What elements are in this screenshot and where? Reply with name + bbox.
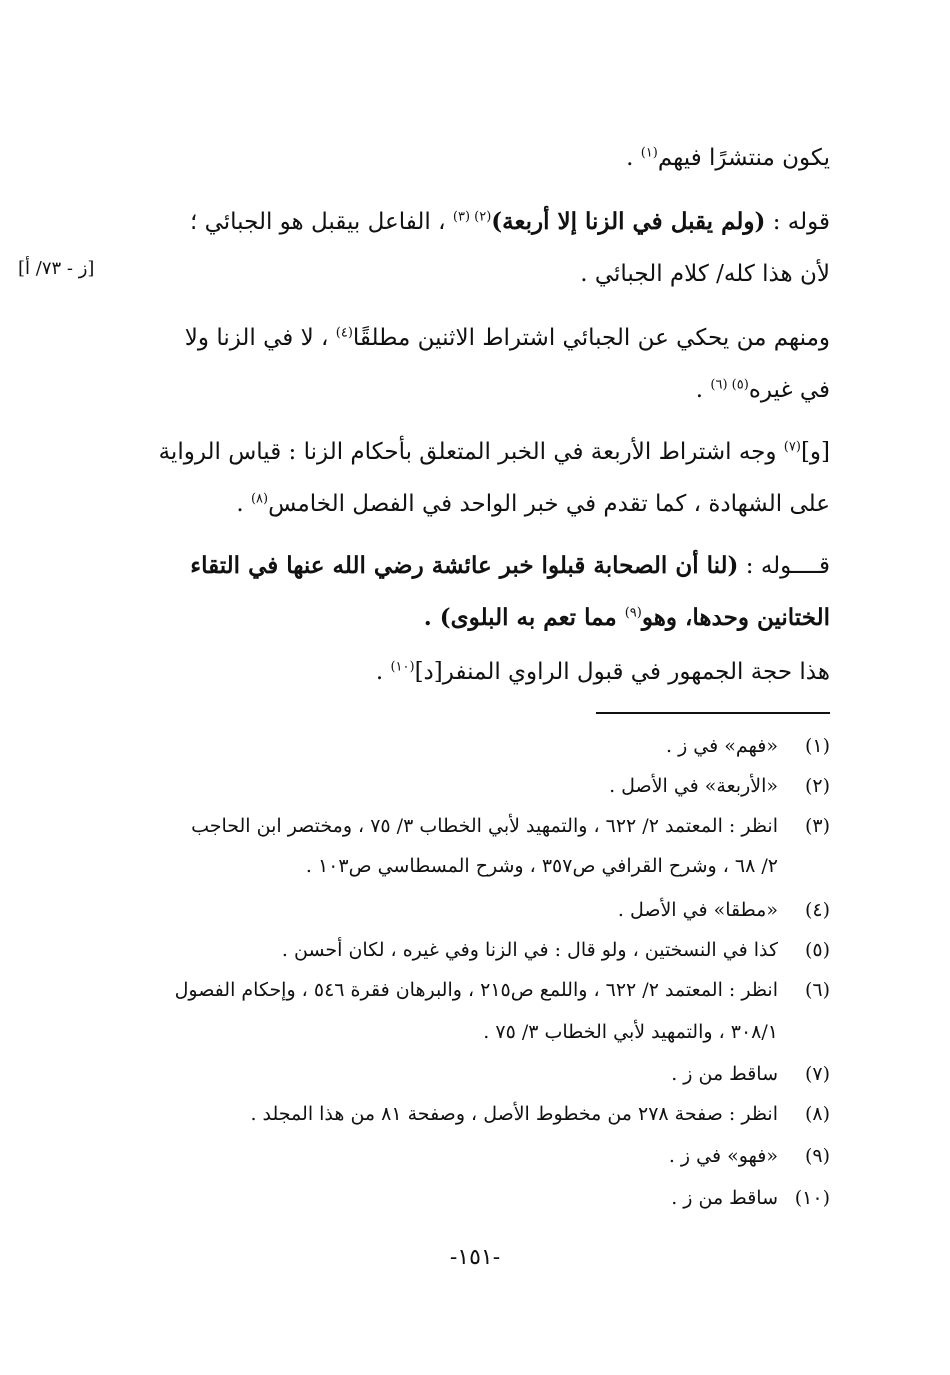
footnote-6 — [118, 970, 830, 1010]
footnote-8 — [118, 1094, 830, 1134]
footnote-text: «فهم» في ز . — [666, 735, 778, 757]
footnote-4 — [118, 890, 830, 930]
body-text: . — [375, 659, 391, 685]
footnote-number: (١) — [804, 735, 830, 757]
footnote-text: ساقط من ز . — [671, 1063, 778, 1085]
footnote-9 — [118, 1136, 830, 1176]
body-line-5 — [118, 368, 830, 412]
footnote-ref: (٩) — [624, 605, 642, 621]
quoted-text: الختانين وحدها، وهو — [641, 604, 830, 631]
body-line-2 — [154, 200, 830, 244]
footnote-number: (٧) — [804, 1063, 830, 1085]
body-text: قــــوله : — [738, 553, 830, 579]
footnote-number: (٢) — [804, 775, 830, 797]
footnote-text: ساقط من ز . — [671, 1187, 778, 1209]
body-text: لأن هذا كله/ كلام الجبائي . — [580, 261, 830, 287]
body-text: ، الفاعل بيقبل هو الجبائي ؛ — [189, 209, 453, 235]
body-line-6 — [154, 430, 830, 474]
body-text: يكون منتشرًا فيهم — [657, 145, 830, 171]
body-text: في غيره — [748, 377, 830, 403]
footnote-ref: (٢) (٣) — [452, 209, 492, 225]
footnote-ref: (٤) — [335, 325, 353, 341]
footnote-text: «مطقا» في الأصل . — [617, 899, 778, 921]
footnote-text: انظر : المعتمد ٢/ ٦٢٢ ، والتمهيد لأبي الخطاب ٣/ ٧٥ ، ومختصر ابن الحاجب — [191, 815, 778, 837]
quoted-text: (ولم يقبل في الزنا إلا أربعة) — [491, 208, 766, 235]
body-text: . — [695, 377, 711, 403]
body-line-9 — [118, 596, 830, 640]
margin-manuscript-ref: [ز - ٧٣/ أ] — [18, 258, 95, 279]
footnote-number: (٤) — [804, 899, 830, 921]
footnote-text: كذا في النسختين ، ولو قال : في الزنا وفي غيره ، لكان أحسن . — [281, 939, 778, 961]
body-line-1 — [118, 136, 830, 180]
footnote-number: (١٠) — [794, 1187, 830, 1209]
footnote-number: (٣) — [804, 815, 830, 837]
footnote-10 — [118, 1178, 830, 1218]
body-text: قوله : — [765, 209, 830, 235]
footnote-number: (٥) — [804, 939, 830, 961]
body-text: وجه اشتراط الأربعة في الخبر المتعلق بأحكام الزنا : قياس الرواية — [158, 439, 784, 465]
body-line-4 — [154, 316, 830, 360]
footnote-number: (٨) — [804, 1103, 830, 1125]
footnote-1 — [118, 726, 830, 766]
footnote-ref: (١) — [640, 145, 658, 161]
quoted-text: (لنا أن الصحابة قبلوا خبر عائشة رضي الله عنها في التقاء — [190, 552, 739, 579]
footnote-text: انظر : المعتمد ٢/ ٦٢٢ ، واللمع ص٢١٥ ، والبرهان فقرة ٥٤٦ ، وإحكام الفصول — [174, 979, 778, 1001]
footnote-text: «فهو» في ز . — [668, 1145, 778, 1167]
footnote-text: «الأربعة» في الأصل . — [609, 775, 778, 797]
body-line-3 — [118, 252, 830, 296]
body-text: [و] — [800, 439, 830, 465]
footnote-text: انظر : صفحة ٢٧٨ من مخطوط الأصل ، وصفحة ٨١ من هذا المجلد . — [250, 1103, 778, 1125]
footnote-3-continuation: ٢/ ٦٨ ، وشرح القرافي ص٣٥٧ ، وشرح المسطاسي ص١٠٣ . — [305, 855, 778, 877]
footnote-ref: (٨) — [250, 491, 269, 507]
footnote-separator — [596, 712, 830, 714]
footnote-number: (٩) — [804, 1145, 830, 1167]
body-text: ، لا في الزنا ولا — [184, 325, 336, 351]
footnote-ref: (٧) — [783, 439, 801, 455]
footnote-3 — [118, 806, 830, 846]
body-text: ومنهم من يحكي عن الجبائي اشتراط الاثنين مطلقًا — [352, 325, 830, 351]
body-text: . — [236, 491, 251, 517]
footnote-number: (٦) — [804, 979, 830, 1001]
body-line-8 — [154, 544, 830, 588]
body-text: . — [626, 145, 641, 171]
footnote-ref: (٥) (٦) — [710, 377, 749, 393]
body-line-10 — [154, 650, 830, 694]
footnote-2 — [118, 766, 830, 806]
footnote-5 — [118, 930, 830, 970]
body-text: هذا حجة الجمهور في قبول الراوي المنفر[د] — [414, 659, 830, 685]
body-text: على الشهادة ، كما تقدم في خبر الواحد في الفصل الخامس — [268, 491, 830, 517]
footnote-7 — [118, 1054, 830, 1094]
footnote-6-continuation: ٣٠٨/١ ، والتمهيد لأبي الخطاب ٣/ ٧٥ . — [483, 1021, 778, 1043]
page-number: -١٥١- — [449, 1245, 501, 1270]
quoted-text: مما تعم به البلوى) . — [423, 604, 625, 631]
footnote-ref: (١٠) — [390, 659, 415, 675]
body-line-7 — [118, 482, 830, 526]
